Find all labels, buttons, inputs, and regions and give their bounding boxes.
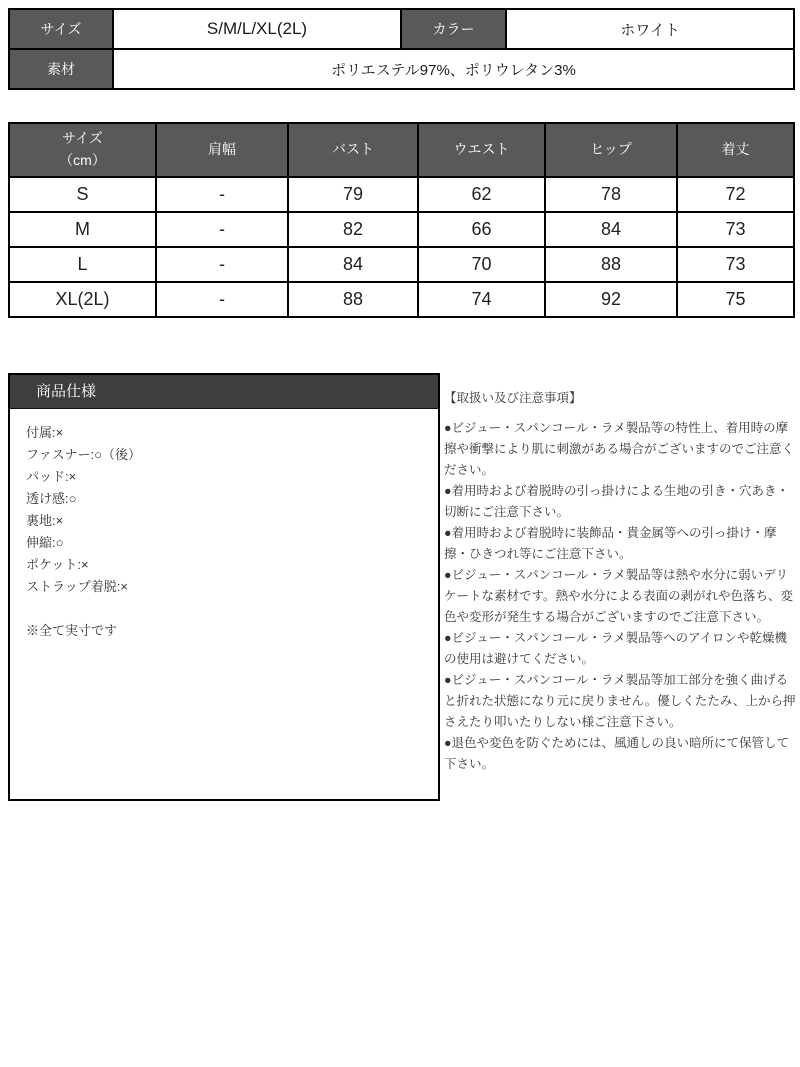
- product-spec-box: [8, 373, 440, 801]
- cell-hip: 88: [545, 247, 677, 282]
- cell-shoulder: -: [156, 212, 288, 247]
- cell-waist: 62: [418, 177, 545, 212]
- care-item: ●退色や変色を防ぐためには、風通しの良い暗所にて保管して下さい。: [444, 736, 790, 771]
- cell-shoulder: -: [156, 177, 288, 212]
- cell-size: L: [9, 247, 156, 282]
- header-length: 着丈: [677, 123, 794, 177]
- header-hip: ヒップ: [545, 123, 677, 177]
- cell-length: 72: [677, 177, 794, 212]
- cell-hip: 78: [545, 177, 677, 212]
- care-title: 【取扱い及び注意事項】: [444, 391, 582, 405]
- care-item: ●着用時および着脱時の引っ掛けによる生地の引き・穴あき・切断にご注意下さい。: [444, 484, 790, 519]
- cell-shoulder: -: [156, 282, 288, 317]
- size-row-s: [9, 177, 794, 212]
- color-value-cell: ホワイト: [506, 9, 794, 49]
- cell-length: 75: [677, 282, 794, 317]
- cell-bust: 88: [288, 282, 418, 317]
- cell-waist: 70: [418, 247, 545, 282]
- cell-shoulder: -: [156, 247, 288, 282]
- header-waist: ウエスト: [418, 123, 545, 177]
- header-size-line1: サイズ: [62, 130, 103, 147]
- cell-bust: 79: [288, 177, 418, 212]
- cell-size: S: [9, 177, 156, 212]
- care-item: ●ビジュー・スパンコール・ラメ製品等へのアイロンや乾燥機の使用は避けてください。: [444, 631, 788, 666]
- header-size-line2: （cm）: [59, 152, 106, 168]
- cell-size: M: [9, 212, 156, 247]
- header-size-cm: [9, 123, 156, 177]
- spec-list: [10, 409, 438, 655]
- care-item: ●ビジュー・スパンコール・ラメ製品等加工部分を強く曲げると折れた状態になり元に戻りません。優しくたたみ、上から押さえたり叩いたりしない様ご注意下さい。: [444, 673, 796, 729]
- cell-size: XL(2L): [9, 282, 156, 317]
- cell-hip: 92: [545, 282, 677, 317]
- material-label-cell: 素材: [9, 49, 113, 89]
- size-chart-table: [8, 122, 795, 318]
- size-label-cell: サイズ: [9, 9, 113, 49]
- header-bust: バスト: [288, 123, 418, 177]
- cell-bust: 82: [288, 212, 418, 247]
- size-value-cell: S/M/L/XL(2L): [113, 9, 401, 49]
- header-shoulder: 肩幅: [156, 123, 288, 177]
- cell-length: 73: [677, 212, 794, 247]
- spec-item-pad: パッド:×: [26, 469, 77, 484]
- info-row-size-color: [9, 9, 794, 49]
- spec-item-stretch: 伸縮:○: [26, 535, 64, 550]
- spec-note: ※全て実寸です: [26, 623, 118, 638]
- spec-item-sheerness: 透け感:○: [26, 491, 77, 506]
- care-item: ●ビジュー・スパンコール・ラメ製品等は熱や水分に弱いデリケートな素材です。熱や水分による表面の剥がれや色落ち、変色や変形が発生する場合がございますのでご注意下さい。: [444, 568, 794, 624]
- care-item: ●ビジュー・スパンコール・ラメ製品等の特性上、着用時の摩擦や衝撃により肌に刺激がある場合がございますのでご注意ください。: [444, 421, 795, 477]
- cell-length: 73: [677, 247, 794, 282]
- material-value-cell: ポリエステル97%、ポリウレタン3%: [113, 49, 794, 89]
- care-item: ●着用時および着脱時に装飾品・貴金属等への引っ掛け・摩擦・ひきつれ等にご注意下さい。: [444, 526, 777, 561]
- size-chart-header-row: [9, 123, 794, 177]
- spec-item-fastener: ファスナー:○（後）: [26, 447, 141, 462]
- info-row-material: [9, 49, 794, 89]
- spec-item-accessory: 付属:×: [26, 425, 64, 440]
- size-row-m: [9, 212, 794, 247]
- spec-box-title: 商品仕様: [10, 375, 438, 409]
- cell-hip: 84: [545, 212, 677, 247]
- spec-item-pocket: ポケット:×: [26, 557, 89, 572]
- spec-item-lining: 裏地:×: [26, 513, 64, 528]
- cell-bust: 84: [288, 247, 418, 282]
- color-label-cell: カラー: [401, 9, 506, 49]
- size-row-xl: [9, 282, 794, 317]
- cell-waist: 74: [418, 282, 545, 317]
- spec-item-strap: ストラップ着脱:×: [26, 579, 128, 594]
- cell-waist: 66: [418, 212, 545, 247]
- product-info-table: [8, 8, 795, 90]
- care-instructions: [444, 388, 797, 775]
- size-row-l: [9, 247, 794, 282]
